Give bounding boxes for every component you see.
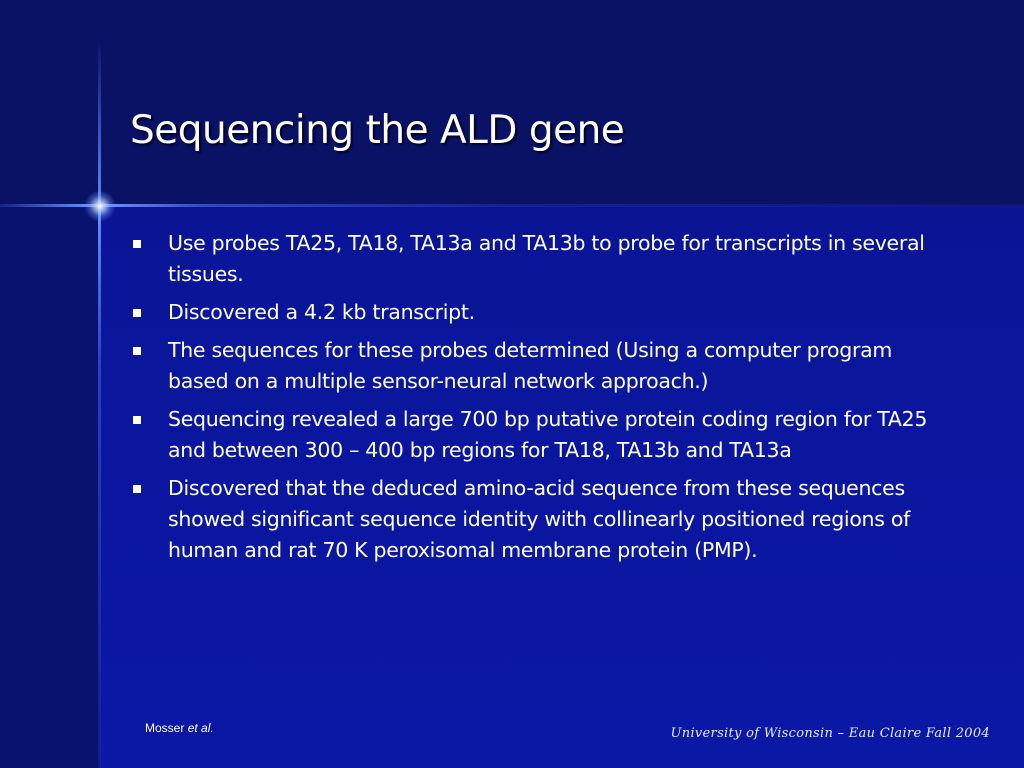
bullet-item — [130, 335, 950, 397]
bullet-text: Discovered that the deduced amino-acid sequence from these sequences showed significant sequence identity with collinearly positioned regions of human and rat 70 K peroxisomal membrane protein (PMP). — [168, 476, 911, 562]
footer-institution: University of Wisconsin – Eau Claire Fall 2004 — [670, 726, 990, 741]
bullet-item — [130, 297, 950, 328]
vertical-accent-line — [98, 40, 101, 768]
bullet-item — [130, 404, 950, 466]
footer-author-suffix: et al. — [187, 721, 214, 735]
square-bullet-icon — [133, 309, 141, 317]
horizontal-accent-line — [0, 204, 1024, 207]
slide-title: Sequencing the ALD gene — [130, 108, 625, 153]
bullet-item — [130, 473, 950, 566]
sparkle-icon — [84, 190, 116, 222]
square-bullet-icon — [133, 347, 141, 355]
left-band — [0, 206, 100, 768]
title-band — [0, 0, 1024, 206]
bullet-text: Discovered a 4.2 kb transcript. — [168, 300, 475, 324]
square-bullet-icon — [133, 485, 141, 493]
bullet-list — [130, 228, 950, 573]
bullet-item — [130, 228, 950, 290]
bullet-text: The sequences for these probes determined (Using a computer program based on a multiple sensor-neural network approach.) — [168, 338, 893, 393]
square-bullet-icon — [133, 240, 141, 248]
bullet-text: Use probes TA25, TA18, TA13a and TA13b to probe for transcripts in several tissues. — [168, 231, 925, 286]
bullet-text: Sequencing revealed a large 700 bp putative protein coding region for TA25 and between 300 – 400 bp regions for TA18, TA13b and TA13a — [168, 407, 928, 462]
footer-author-name: Mosser — [145, 721, 185, 735]
square-bullet-icon — [133, 416, 141, 424]
footer-author — [145, 721, 214, 735]
